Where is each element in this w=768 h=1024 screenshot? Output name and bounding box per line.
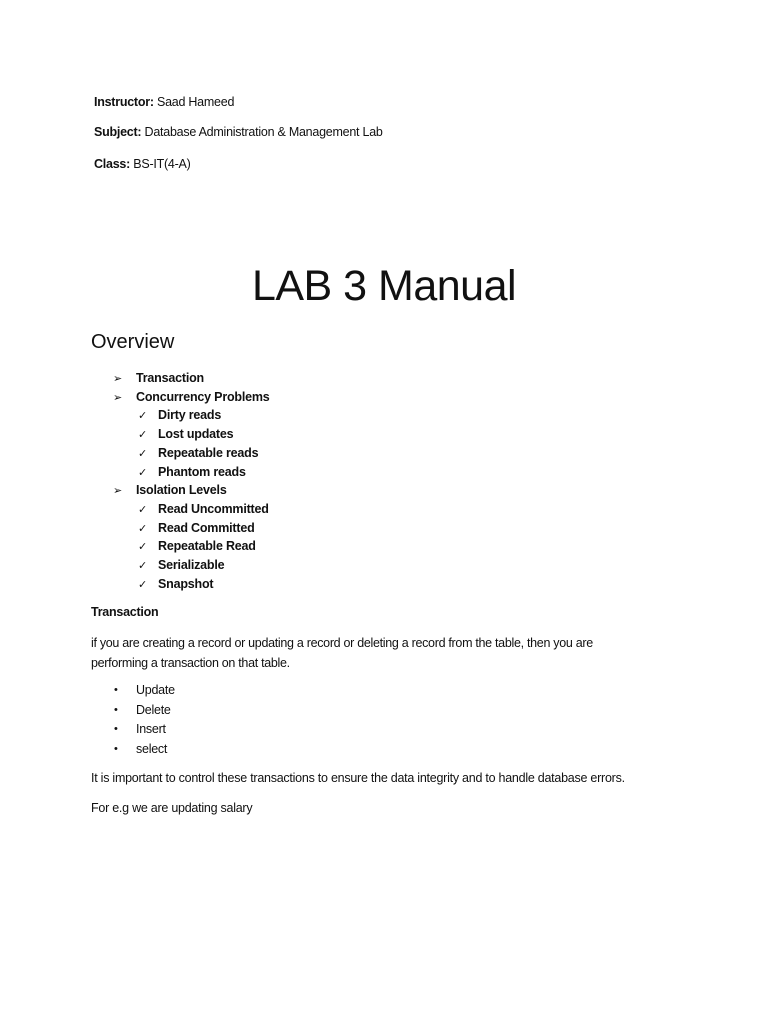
operation-item: Update [136,683,175,697]
class-label: Class: [94,157,131,171]
operation-item: select [136,741,168,756]
instructor-line [94,95,234,109]
bullet-icon: • [114,684,118,696]
document-title: LAB 3 Manual [251,262,517,310]
overview-heading: Overview [91,331,175,353]
check-icon: ✓ [138,429,148,442]
overview-item: Serializable [158,558,225,572]
transaction-note: It is important to control these transactions to ensure the data integrity and to handle database errors. [91,771,625,785]
transaction-example: For e.g we are updating salary [91,801,253,815]
arrow-bullet-icon: ➢ [113,391,123,404]
class-value: BS-IT(4-A) [133,157,191,171]
arrow-bullet-icon: ➢ [113,485,123,498]
class-line [94,157,191,171]
bullet-icon: • [114,703,118,716]
arrow-bullet-icon: ➢ [113,373,123,385]
check-icon: ✓ [138,447,148,460]
transaction-heading: Transaction [91,605,159,619]
overview-item: Lost updates [158,427,234,442]
overview-item: Read Uncommitted [158,501,269,516]
bullet-icon: • [114,742,118,755]
overview-item: Isolation Levels [136,483,227,498]
check-icon: ✓ [138,410,148,423]
check-icon: ✓ [138,560,148,572]
operation-item: Insert [136,722,166,737]
overview-item: Phantom reads [158,464,246,479]
subject-value: Database Administration & Management Lab [144,125,383,139]
transaction-paragraph: if you are creating a record or updating a record or deleting a record from the table, then you are performing a transaction on that table. [91,636,593,670]
check-icon: ✓ [138,541,148,554]
overview-item: Snapshot [158,576,214,591]
overview-item: Repeatable reads [158,445,259,460]
operation-item: Delete [136,702,171,717]
check-icon: ✓ [138,522,148,535]
subject-label: Subject: [94,125,142,139]
bullet-icon: • [114,723,118,736]
check-icon: ✓ [138,578,148,591]
subject-line [94,125,383,139]
overview-item: Read Committed [158,520,255,535]
overview-item: Transaction [136,371,204,385]
overview-item: Dirty reads [158,408,222,423]
check-icon: ✓ [138,466,148,479]
instructor-value: Saad Hameed [156,95,235,109]
overview-item: Repeatable Read [158,539,256,554]
instructor-label: Instructor: [94,95,154,109]
overview-item: Concurrency Problems [136,389,270,404]
check-icon: ✓ [138,503,148,516]
